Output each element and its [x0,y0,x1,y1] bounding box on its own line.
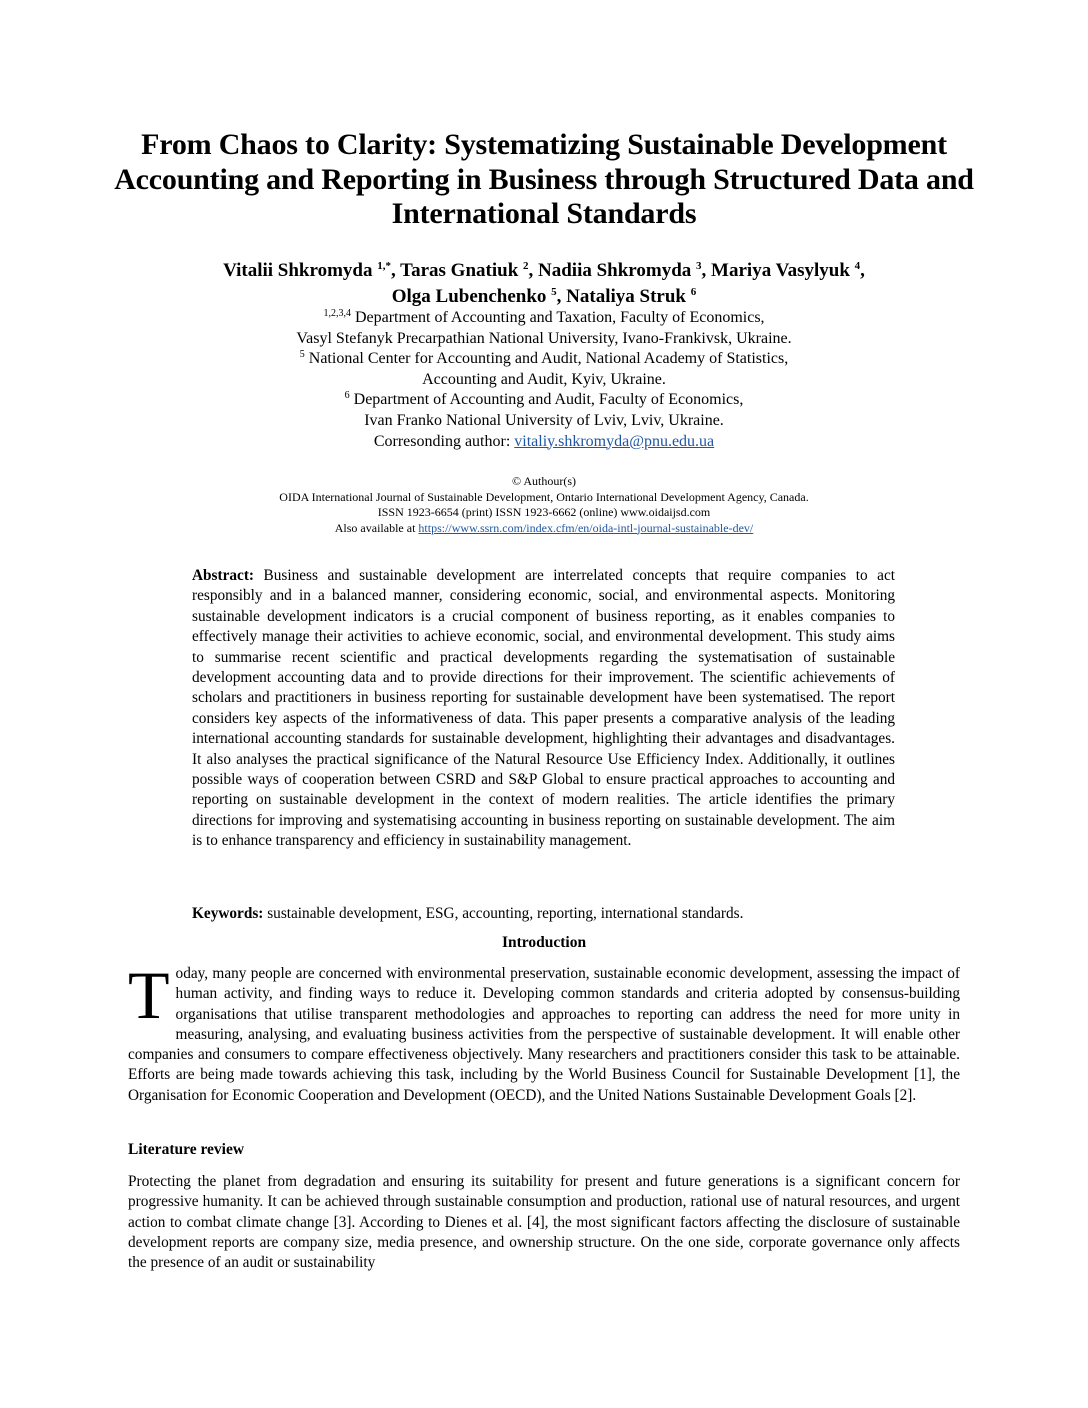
literature-review-paragraph: Protecting the planet from degradation and ensuring its suitability for present and future generations is a significant concern for progressive humanity. It can be achieved through sustainable consumption and production, rational use of natural resources, and urgent action to combat climate change [3]. According to Dienes et al. [4], the most significant factors affecting the disclosure of sustainable development reports are company size, media presence, and ownership structure. On the one side, corporate governance only affects the presence of an audit or sustainability [128,1173,960,1272]
keywords-text: sustainable development, ESG, accounting, reporting, international standards. [263,905,744,922]
corresponding-email-link[interactable]: vitaliy.shkromyda@pnu.edu.ua [514,432,715,450]
author: Mariya Vasylyuk $^4$, [711,260,865,281]
paper-title: From Chaos to Clarity: Systematizing Sustainable Development Accounting and Reporting in Business through Structured Data and International Standards [114,128,974,230]
author: Vitalii Shkromyda $^{1,*}$, [223,260,401,281]
abstract-label: Abstract: [192,567,255,584]
author-list [100,258,988,310]
author: Taras Gnatiuk $^2$, [400,260,539,281]
journal-info [100,474,988,536]
literature-review-heading: Literature review [128,1141,245,1158]
affiliation-line: $^5$ National Center for Accounting and Audit, National Academy of Statistics, [299,349,789,368]
journal-name: OIDA International Journal of Sustainable Development, Ontario International Development Agency, Canada. [279,489,809,504]
drop-cap: T [128,957,170,1033]
issn-line: ISSN 1923-6654 (print) ISSN 1923-6662 (online) www.oidaijsd.com [377,505,711,519]
affiliation-line: $^{1,2,3,4}$ Department of Accounting and Taxation, Faculty of Economics, [323,308,765,326]
ssrn-link[interactable]: https://www.ssrn.com/index.cfm/en/oida-intl-journal-sustainable-dev/ [418,520,754,535]
affiliation-line: Accounting and Audit, Kyiv, Ukraine. [422,370,666,388]
copyright-notice: © Authour(s) [511,474,577,488]
affiliations [100,308,988,452]
introduction-text: oday, many people are concerned with environmental preservation, sustainable economic development, assessing the impact of human activity, and finding ways to reduce it. Developing common standards and criteria adopted by consensus-building organisations that utilise transparent methodologies and approaches to reporting can address the need for more unity in measuring, analysing, and evaluating business activities from the perspective of sustainable development. It will enable other companies and consumers to compare effectiveness objectively. Many researchers and practitioners consider this task to be attainable. Efforts are being made towards achieving this task, including by the World Business Council for Sustainable Development [1], the Organisation for Economic Cooperation and Development (OECD), and the United Nations Sustainable Development Goals [2]. [128,965,960,1104]
introduction-paragraph [128,957,960,1106]
affiliation-line: Ivan Franko National University of Lviv, Lviv, Ukraine. [364,411,724,429]
affiliation-line: $^6$ Department of Accounting and Audit, Faculty of Economics, [344,390,744,409]
keywords-label: Keywords: [192,905,264,922]
introduction-heading: Introduction [501,934,587,951]
also-available-line: Also available at https://www.ssrn.com/index.cfm/en/oida-intl-journal-sustainable-dev/ [334,520,754,535]
abstract-text: Business and sustainable development are interrelated concepts that require companies to act responsibly and in a balanced manner, considering economic, social, and environmental aspects. Monitoring sustainable development indicators is a crucial component of business reporting, as it enables companies to effectively manage their activities to achieve economic, social, and environmental development. This study aims to summarise recent scientific and practical developments regarding the systematisation of sustainable development accounting data and to provide directions for their improvement. The scientific achievements of scholars and practitioners in business reporting for sustainable development have been systematised. The report considers key aspects of the informativeness of data. This paper presents a comparative analysis of the leading international accounting standards for sustainable development, highlighting their advantages and disadvantages. It also analyses the practical significance of the Natural Resource Use Efficiency Index. Additionally, it outlines possible ways of cooperation between CSRD and S&P Global to ensure practical approaches to accounting and reporting on sustainable development in the context of modern realities. The article identifies the primary directions for improving and systematising accounting in business reporting on sustainable development. The aim is to enhance transparency and efficiency in sustainability management. [192,567,895,850]
corresponding-author: Corresonding author: vitaliy.shkromyda@pnu.edu.ua [373,432,715,450]
abstract [192,566,895,852]
author: Olga Lubenchenko $^5$, [391,286,567,307]
keywords [192,904,895,924]
author: Nataliya Struk $^6$ [566,286,697,307]
author: Nadiia Shkromyda $^3$, [538,260,712,281]
affiliation-line: Vasyl Stefanyk Precarpathian National University, Ivano-Frankivsk, Ukraine. [296,329,792,347]
